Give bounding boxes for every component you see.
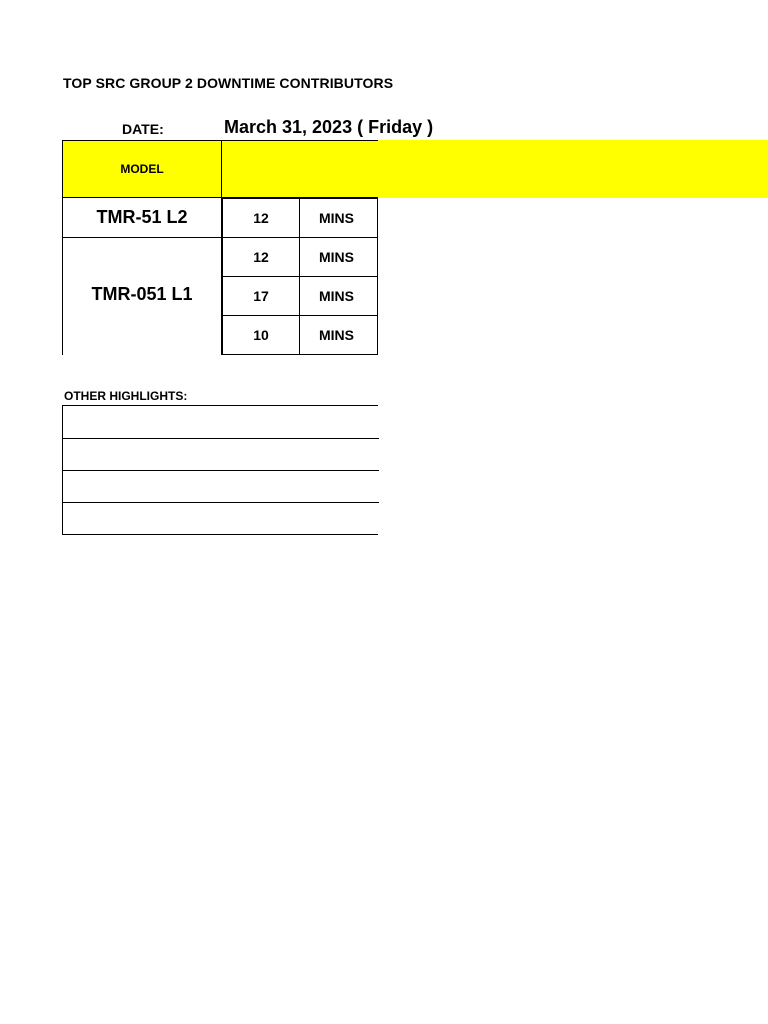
date-label: DATE:	[122, 121, 164, 137]
highlight-line-divider	[63, 438, 379, 439]
model-header-cell: MODEL	[62, 140, 222, 198]
downtime-value: 10	[222, 315, 300, 355]
report-title-container	[63, 70, 394, 96]
report-title: TOP SRC GROUP 2 DOWNTIME CONTRIBUTORS	[63, 75, 394, 91]
downtime-unit: MINS	[299, 237, 378, 277]
date-value: March 31, 2023 ( Friday )	[224, 117, 434, 137]
highlight-line-divider	[63, 502, 379, 503]
header-empty-cell	[222, 140, 378, 198]
downtime-value: 12	[222, 237, 300, 277]
downtime-value: 17	[222, 276, 300, 316]
downtime-unit: MINS	[299, 276, 378, 316]
downtime-unit: MINS	[299, 315, 378, 355]
model-cell-tmr-51-l2: TMR-51 L2	[62, 198, 222, 238]
downtime-value: 12	[222, 198, 300, 238]
date-value-container	[224, 113, 434, 141]
model-cell-tmr-051-l1: TMR-051 L1	[62, 238, 222, 355]
highlights-box	[62, 405, 378, 535]
other-highlights-label: OTHER HIGHLIGHTS:	[64, 389, 188, 403]
highlight-line-divider	[63, 470, 379, 471]
downtime-unit: MINS	[299, 198, 378, 238]
